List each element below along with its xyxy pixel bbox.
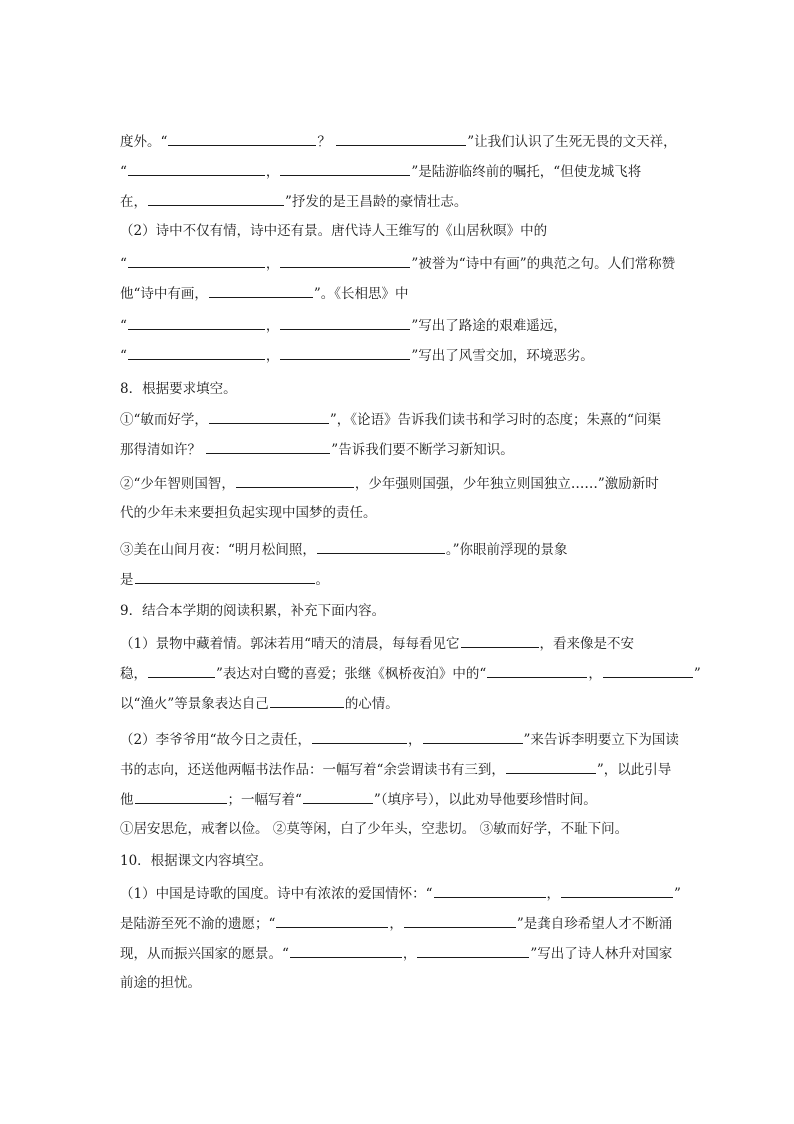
answer-blank[interactable] <box>236 471 354 488</box>
answer-blank[interactable] <box>336 129 466 146</box>
text-line <box>120 129 677 153</box>
text-segment: ”，《论语》告诉我们读书和学习时的态度；朱熹的“问渠 <box>329 412 661 428</box>
answer-blank[interactable] <box>148 661 215 678</box>
text-line <box>120 817 628 841</box>
answer-blank[interactable] <box>603 661 693 678</box>
text-segment: 的心情。 <box>344 696 399 712</box>
text-segment: ①居安思危，戒奢以俭。 ②莫等闲，白了少年头，空悲切。 ③敏而好学，不耻下问。 <box>120 821 629 837</box>
text-segment: “ <box>120 318 127 334</box>
answer-blank[interactable] <box>487 661 587 678</box>
answer-blank[interactable] <box>404 911 516 928</box>
answer-blank[interactable] <box>434 881 546 898</box>
text-line <box>120 757 671 781</box>
text-line <box>120 281 409 305</box>
answer-blank[interactable] <box>148 189 284 206</box>
text-segment: 。”你眼前浮现的景象 <box>445 542 568 558</box>
text-segment: （2）李爷爷用“故今日之责任， <box>120 732 311 748</box>
text-segment: ？ <box>317 134 336 150</box>
text-segment: ， <box>265 348 280 364</box>
answer-blank[interactable] <box>417 941 529 958</box>
answer-blank[interactable] <box>317 537 445 554</box>
text-segment: ①“敏而好学， <box>120 412 208 428</box>
text-segment: ， <box>265 164 280 180</box>
text-segment: ”写出了诗人林升对国家 <box>530 946 673 962</box>
text-segment: ”。《长相思》中 <box>313 286 409 302</box>
text-segment: ，少年强则国强，少年独立则国独立……”激励新时 <box>354 476 659 492</box>
text-segment: 以“渔火”等景象表达自己 <box>120 696 269 712</box>
answer-blank[interactable] <box>290 941 402 958</box>
text-segment: ， <box>265 318 280 334</box>
text-segment: ” <box>693 666 701 682</box>
text-segment: ③美在山间月夜：“明月松间照， <box>120 542 316 558</box>
text-segment: ， <box>546 886 560 902</box>
text-segment: 他“诗中有画， <box>120 286 208 302</box>
text-line <box>120 787 597 811</box>
text-line <box>120 537 568 561</box>
answer-blank[interactable] <box>280 251 410 268</box>
answer-blank[interactable] <box>135 567 315 584</box>
answer-blank[interactable] <box>270 691 344 708</box>
text-segment: 代的少年未来要担负起实现中国梦的责任。 <box>120 505 377 521</box>
text-segment: “ <box>120 164 127 180</box>
text-line <box>120 437 514 461</box>
text-segment: 9．结合本学期的阅读积累，补充下面内容。 <box>120 603 386 619</box>
text-segment: ， <box>265 256 280 272</box>
answer-blank[interactable] <box>209 407 329 424</box>
text-line <box>120 727 679 751</box>
text-segment: （1）中国是诗歌的国度。诗中有浓浓的爱国情怀：“ <box>120 886 433 902</box>
text-segment: ”写出了风雪交加，环境恶劣。 <box>411 348 594 364</box>
text-segment: 是陆游至死不渝的遗愿；“ <box>120 916 276 932</box>
text-line <box>120 159 641 183</box>
text-segment: ” <box>674 886 681 902</box>
text-segment: ，看来像是不安 <box>539 636 634 652</box>
answer-blank[interactable] <box>209 281 313 298</box>
text-segment: “ <box>120 348 127 364</box>
text-line <box>120 501 377 525</box>
text-line <box>120 407 661 431</box>
text-segment: 那得清如许？ <box>120 442 206 458</box>
answer-blank[interactable] <box>128 313 265 330</box>
text-line <box>120 251 675 275</box>
text-line <box>120 471 659 495</box>
text-line <box>120 661 701 685</box>
text-segment: 前途的担忧。 <box>120 975 201 991</box>
text-segment: ”是陆游临终前的嘱托，“但使龙城飞将 <box>411 164 642 180</box>
text-line <box>120 189 467 213</box>
text-segment: ， <box>588 666 602 682</box>
text-segment: 他 <box>120 792 134 808</box>
text-segment: ”表达对白鹭的喜爱；张继《枫桥夜泊》中的“ <box>216 666 487 682</box>
text-line <box>120 849 272 873</box>
text-segment: 度外。“ <box>120 134 168 150</box>
answer-blank[interactable] <box>561 881 673 898</box>
text-segment: ”，以此引导 <box>596 762 672 778</box>
text-segment: 。 <box>315 572 329 588</box>
answer-blank[interactable] <box>128 251 265 268</box>
answer-blank[interactable] <box>280 313 410 330</box>
text-segment: ；一幅写着“ <box>227 792 302 808</box>
text-line <box>120 219 547 243</box>
text-segment: 书的志向，还送他两幅书法作品：一幅写着“余尝谓读书有三到， <box>120 762 505 778</box>
text-line <box>120 691 399 715</box>
text-segment: ”告诉我们要不断学习新知识。 <box>331 442 514 458</box>
answer-blank[interactable] <box>423 727 523 744</box>
text-line <box>120 313 567 337</box>
answer-blank[interactable] <box>276 911 388 928</box>
text-segment: ”写出了路途的艰难遥远， <box>411 318 567 334</box>
text-segment: ”是龚自珍希望人才不断涌 <box>516 916 673 932</box>
text-line <box>120 631 634 655</box>
answer-blank[interactable] <box>128 159 265 176</box>
answer-blank[interactable] <box>506 757 596 774</box>
text-segment: ”来告诉李明要立下为国读 <box>523 732 679 748</box>
answer-blank[interactable] <box>280 159 410 176</box>
text-segment: “ <box>120 256 127 272</box>
text-segment: ②“少年智则国智， <box>120 476 235 492</box>
answer-blank[interactable] <box>206 437 330 454</box>
text-segment: 是 <box>120 572 134 588</box>
text-segment: ”（填序号），以此劝导他要珍惜时间。 <box>373 792 597 808</box>
text-segment: 10．根据课文内容填空。 <box>120 853 273 869</box>
answer-blank[interactable] <box>128 343 265 360</box>
text-segment: 稳， <box>120 666 147 682</box>
answer-blank[interactable] <box>168 129 316 146</box>
text-line <box>120 941 672 965</box>
text-line <box>120 377 237 401</box>
text-segment: ”被誉为“诗中有画”的典范之句。人们常称赞 <box>411 256 676 272</box>
text-line <box>120 971 201 995</box>
answer-blank[interactable] <box>135 787 227 804</box>
text-segment: ， <box>408 732 422 748</box>
text-segment: ”抒发的是王昌龄的豪情壮志。 <box>285 194 468 210</box>
text-segment: 8．根据要求填空。 <box>120 381 237 397</box>
text-line <box>120 343 594 367</box>
text-segment: （2）诗中不仅有情，诗中还有景。唐代诗人王维写的《山居秋暝》中的 <box>120 223 548 239</box>
answer-blank[interactable] <box>280 343 410 360</box>
text-segment: ， <box>402 946 417 962</box>
answer-blank[interactable] <box>461 631 539 648</box>
text-segment: （1）景物中藏着情。郭沫若用“晴天的清晨，每每看见它 <box>120 636 460 652</box>
answer-blank[interactable] <box>303 787 373 804</box>
text-line <box>120 881 681 905</box>
answer-blank[interactable] <box>312 727 407 744</box>
text-segment: 现，从而振兴国家的愿景。“ <box>120 946 289 962</box>
text-line <box>120 599 385 623</box>
text-segment: 在， <box>120 194 147 210</box>
text-segment: ”让我们认识了生死无畏的文天祥， <box>467 134 677 150</box>
text-line <box>120 911 672 935</box>
text-line <box>120 567 329 591</box>
text-segment: ， <box>389 916 403 932</box>
